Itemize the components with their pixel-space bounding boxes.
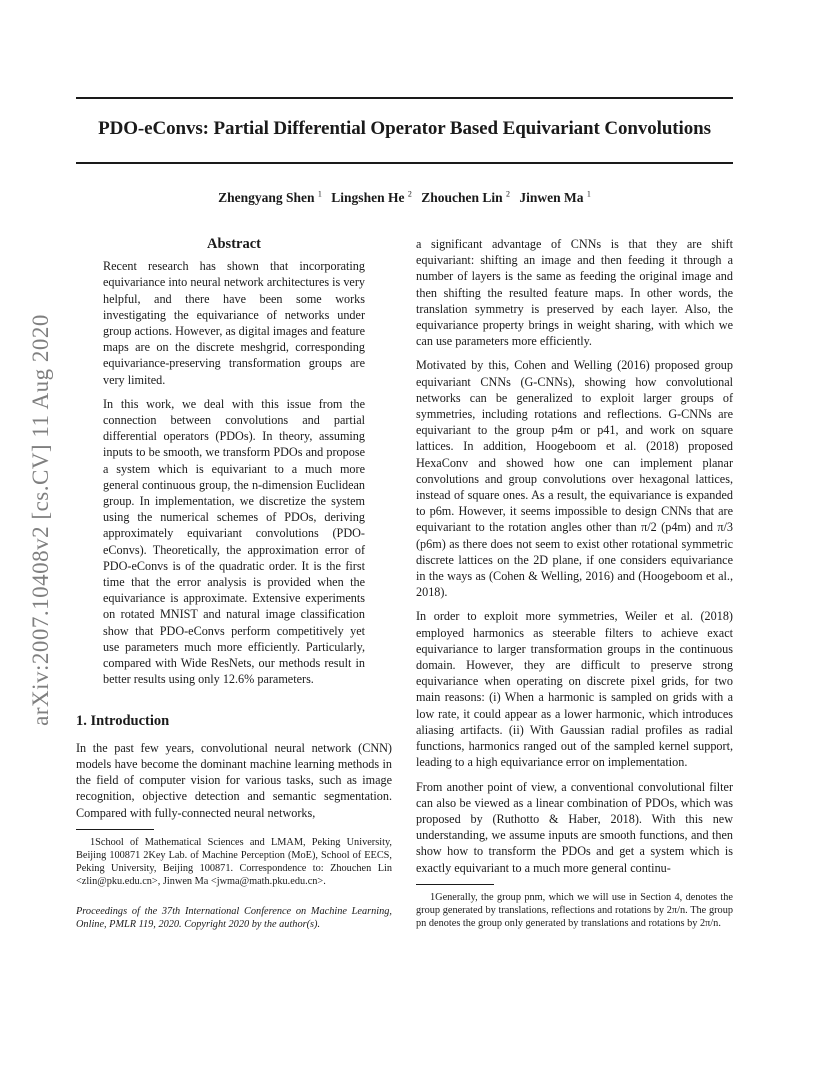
arxiv-identifier: arXiv:2007.10408v2 [cs.CV] 11 Aug 2020 (28, 314, 53, 726)
body-paragraph: Motivated by this, Cohen and Welling (2016) proposed group equivariant CNNs (G-CNNs), showing how convolutional networks can be generalized to exploit larger groups of symmetries, including rotations and reflections. G-CNNs are equivariant to the group p4m or p41, and work on square lattices. In addition, Hoogeboom et al. (2018) proposed HexaConv and showed how one can implement planar convolutions and group convolutions over hexagonal lattices, instead of square ones. As a result, the equivariance is expanded to p6m. However, it seems impossible to design CNNs that are equivariant to the rotation angles other than π/2 (p4m) and π/3 (p6m) as there does not seem to exist other rotational symmetric discrete lattices on the 2D plane, if one considers equivariance in the ways as (Cohen & Welling, 2016) and (Hoogeboom et al., 2018). (416, 358, 733, 600)
proceedings-note: Proceedings of the 37th International Conference on Machine Learning, Online, PMLR 119, 2020. Copyright 2020 by the author(s). (76, 905, 392, 930)
author: Zhengyang Shen $^1$ (218, 189, 322, 205)
abstract-heading: Abstract (207, 236, 261, 252)
abstract-paragraph: In this work, we deal with this issue from the connection between convolutions and partial differential operators (PDOs). In theory, assuming inputs to be smooth, we transform PDOs and propose a system which is equivariant to a much more general continuous group, the n-dimension Euclidean group. In implementation, we discretize the system using the numerical schemes of PDOs, deriving approximately equivariant convolutions (PDO-eConvs). Theoretically, the approximation error of PDO-eConvs is of the quadratic order. It is the first time that the error analysis is provided when the equivariance is approximate. Extensive experiments on rotated MNIST and natural image classification show that PDO-eConvs perform competitively yet use parameters much more efficiently. Particularly, compared with Wide ResNets, our methods result in better results using only 12.6% parameters. (103, 396, 365, 687)
author: Lingshen He $^2$ (331, 189, 412, 205)
abstract-body (76, 258, 392, 687)
affiliation-footnote: 1School of Mathematical Sciences and LMAM, Peking University, Beijing 100871 2Key Lab. of Machine Perception (MoE), School of EECS, Peking University, Beijing 100871. Correspondence to: Zhouchen Lin <zlin@pku.edu.cn>, Jinwen Ma <jwma@math.pku.edu.cn>. (76, 836, 392, 888)
body-paragraph: a significant advantage of CNNs is that they are shift equivariant: shifting an image and then feeding it through a number of layers is the same as feeding the original image and then shifting the resulted feature maps. In other words, the translation symmetry is preserved by each layer. Also, the equivariance property brings in weight sharing, with which we can use parameters more efficiently. (416, 237, 733, 349)
paper-title: PDO-eConvs: Partial Differential Operator Based Equivariant Convolutions (98, 118, 711, 139)
author: Jinwen Ma $^1$ (519, 189, 591, 205)
footnote-separator (416, 884, 494, 885)
body-paragraph: From another point of view, a conventional convolutional filter can also be viewed as a linear combination of PDOs, which was proposed by (Ruthotto & Haber, 2018). With this new understanding, we assume inputs are smooth functions, and then show how to transform the PDOs and get a system which is exactly equivariant to a much more general continu- (416, 779, 733, 875)
author: Zhouchen Lin $^2$ (421, 189, 510, 205)
left-column (76, 236, 392, 931)
abstract-paragraph: Recent research has shown that incorporating equivariance into neural network architectures is very helpful, and there have been some works investigating the equivariance of networks under group actions. However, as digital images and feature maps are on the discrete meshgrid, corresponding equivariance-preserving transformation groups are very limited. (103, 259, 365, 387)
body-paragraph: In order to exploit more symmetries, Weiler et al. (2018) employed harmonics as steerable filters to achieve exact equivariance to larger transformation groups in the continuous domain. However, they are difficult to preserve strong equivariance when operating on discrete pixel grids, for two main reasons: (i) When a harmonic is sampled on grids with a low rate, it could appear as a lower harmonic, which introduces aliasing artifacts. (ii) With Gaussian radial profiles as radial functions, harmonics ranged out of the sampled kernel support, leading to a high equivariance error on implementation. (416, 609, 733, 770)
group-footnote: 1Generally, the group pnm, which we will use in Section 4, denotes the group generated by translations, reflections and rotations by 2π/n. The group pn denotes the group only generated by translations and rotations by 2π/n. (416, 891, 733, 930)
author-list (76, 189, 733, 206)
top-rule (76, 97, 733, 99)
footnote-separator (76, 829, 154, 830)
section-heading-introduction: 1. Introduction (76, 713, 170, 730)
title-bottom-rule (76, 162, 733, 164)
intro-paragraph: In the past few years, convolutional neural network (CNN) models have become the dominant machine learning methods in the field of computer vision for various tasks, such as image recognition, objective detection and semantic segmentation. Compared with fully-connected neural networks, (76, 740, 392, 820)
right-column (416, 236, 733, 930)
